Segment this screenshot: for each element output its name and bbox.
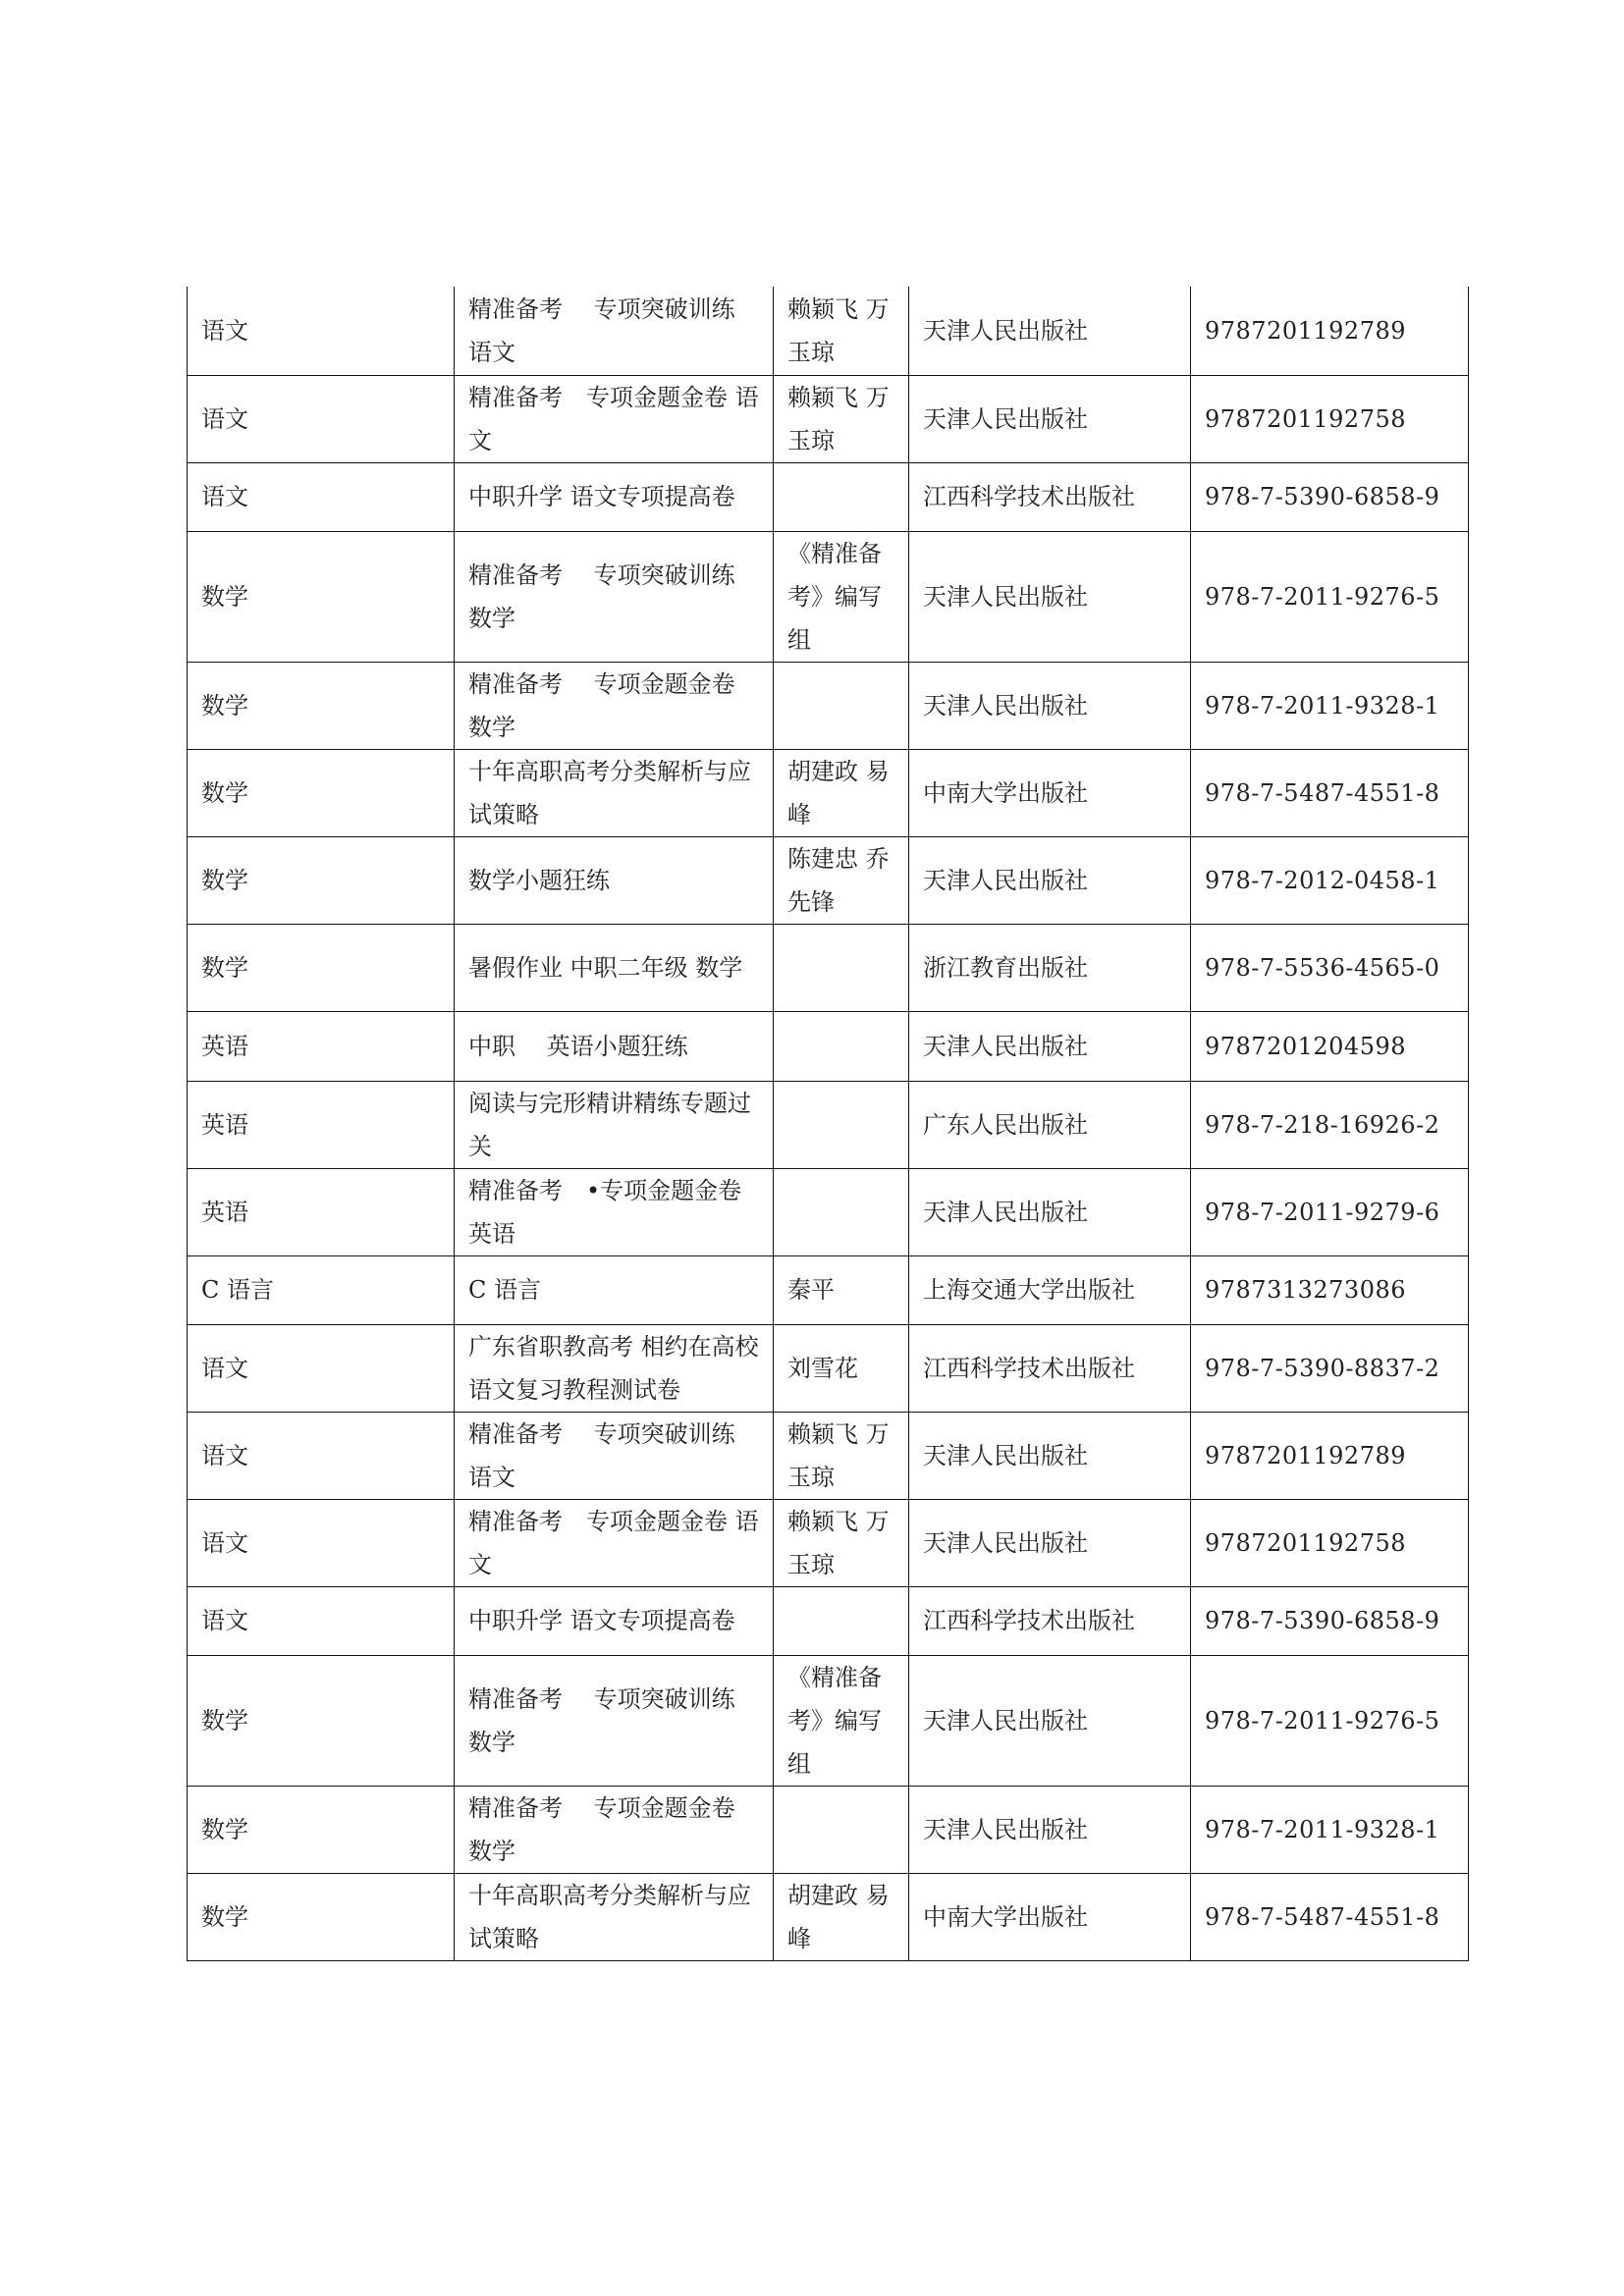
book-title-cell: 精准备考 专项金题金卷 语文 [455, 1499, 774, 1586]
subject-cell: 数学 [188, 1873, 455, 1960]
book-title-cell: 广东省职教高考 相约在高校 语文复习教程测试卷 [455, 1324, 774, 1412]
table-row [188, 375, 1469, 462]
subject-cell: 数学 [188, 749, 455, 836]
author-cell: 赖颖飞 万玉琼 [774, 1499, 909, 1586]
table-row [188, 1168, 1469, 1255]
book-title-cell: 精准备考 专项金题金卷 语文 [455, 375, 774, 462]
table-row [188, 836, 1469, 924]
isbn-cell: 978-7-5487-4551-8 [1191, 1873, 1469, 1960]
book-title-cell: 中职升学 语文专项提高卷 [455, 1586, 774, 1655]
isbn-cell: 9787313273086 [1191, 1255, 1469, 1324]
table-row [188, 1586, 1469, 1655]
publisher-cell: 天津人民出版社 [909, 1011, 1191, 1081]
table-row [188, 287, 1469, 375]
table-row [188, 1011, 1469, 1081]
table-row [188, 1873, 1469, 1960]
publisher-cell: 天津人民出版社 [909, 1499, 1191, 1586]
book-title-cell: 中职升学 语文专项提高卷 [455, 462, 774, 531]
table-body [188, 287, 1469, 1960]
author-cell [774, 1081, 909, 1168]
table-row [188, 1081, 1469, 1168]
book-title-cell: 数学小题狂练 [455, 836, 774, 924]
publisher-cell: 上海交通大学出版社 [909, 1255, 1191, 1324]
book-title-cell: C 语言 [455, 1255, 774, 1324]
isbn-cell: 978-7-2012-0458-1 [1191, 836, 1469, 924]
publisher-cell: 江西科学技术出版社 [909, 1586, 1191, 1655]
table-row [188, 1499, 1469, 1586]
book-title-cell: 暑假作业 中职二年级 数学 [455, 924, 774, 1011]
author-cell: 秦平 [774, 1255, 909, 1324]
subject-cell: 英语 [188, 1168, 455, 1255]
book-title-cell: 精准备考 专项突破训练 数学 [455, 1655, 774, 1786]
publisher-cell: 中南大学出版社 [909, 749, 1191, 836]
isbn-cell: 978-7-5390-6858-9 [1191, 462, 1469, 531]
subject-cell: C 语言 [188, 1255, 455, 1324]
isbn-cell: 9787201204598 [1191, 1011, 1469, 1081]
subject-cell: 语文 [188, 375, 455, 462]
book-title-cell: 精准备考 •专项金题金卷 英语 [455, 1168, 774, 1255]
author-cell: 陈建忠 乔先锋 [774, 836, 909, 924]
table-row [188, 462, 1469, 531]
author-cell: 《精准备考》编写组 [774, 531, 909, 662]
book-title-cell: 精准备考 专项突破训练 语文 [455, 1412, 774, 1499]
author-cell: 刘雪花 [774, 1324, 909, 1412]
book-title-cell: 十年高职高考分类解析与应试策略 [455, 749, 774, 836]
table-row [188, 1412, 1469, 1499]
book-title-cell: 精准备考 专项突破训练 数学 [455, 531, 774, 662]
table-row [188, 1255, 1469, 1324]
isbn-cell: 978-7-2011-9279-6 [1191, 1168, 1469, 1255]
textbook-table [187, 287, 1469, 1961]
publisher-cell: 中南大学出版社 [909, 1873, 1191, 1960]
subject-cell: 数学 [188, 1786, 455, 1873]
book-title-cell: 精准备考 专项金题金卷 数学 [455, 1786, 774, 1873]
author-cell [774, 1586, 909, 1655]
subject-cell: 数学 [188, 836, 455, 924]
publisher-cell: 天津人民出版社 [909, 1786, 1191, 1873]
isbn-cell: 978-7-2011-9328-1 [1191, 662, 1469, 749]
isbn-cell: 978-7-218-16926-2 [1191, 1081, 1469, 1168]
subject-cell: 语文 [188, 462, 455, 531]
author-cell [774, 1011, 909, 1081]
subject-cell: 数学 [188, 1655, 455, 1786]
isbn-cell: 978-7-2011-9276-5 [1191, 531, 1469, 662]
author-cell: 赖颖飞 万玉琼 [774, 375, 909, 462]
publisher-cell: 江西科学技术出版社 [909, 462, 1191, 531]
author-cell [774, 662, 909, 749]
book-title-cell: 精准备考 专项突破训练 语文 [455, 287, 774, 375]
author-cell [774, 1168, 909, 1255]
publisher-cell: 天津人民出版社 [909, 836, 1191, 924]
book-title-cell: 阅读与完形精讲精练专题过关 [455, 1081, 774, 1168]
table-row [188, 662, 1469, 749]
isbn-cell: 978-7-2011-9276-5 [1191, 1655, 1469, 1786]
publisher-cell: 江西科学技术出版社 [909, 1324, 1191, 1412]
subject-cell: 数学 [188, 531, 455, 662]
publisher-cell: 天津人民出版社 [909, 1168, 1191, 1255]
publisher-cell: 天津人民出版社 [909, 1412, 1191, 1499]
publisher-cell: 浙江教育出版社 [909, 924, 1191, 1011]
author-cell [774, 462, 909, 531]
isbn-cell: 978-7-5390-8837-2 [1191, 1324, 1469, 1412]
book-title-cell: 中职 英语小题狂练 [455, 1011, 774, 1081]
table-row [188, 531, 1469, 662]
table-row [188, 924, 1469, 1011]
subject-cell: 语文 [188, 1586, 455, 1655]
table-row [188, 749, 1469, 836]
table-row [188, 1324, 1469, 1412]
book-title-cell: 精准备考 专项金题金卷 数学 [455, 662, 774, 749]
publisher-cell: 天津人民出版社 [909, 287, 1191, 375]
table-row [188, 1655, 1469, 1786]
subject-cell: 数学 [188, 662, 455, 749]
author-cell [774, 1786, 909, 1873]
isbn-cell: 9787201192758 [1191, 375, 1469, 462]
author-cell [774, 924, 909, 1011]
subject-cell: 语文 [188, 1412, 455, 1499]
publisher-cell: 天津人民出版社 [909, 375, 1191, 462]
author-cell: 胡建政 易峰 [774, 1873, 909, 1960]
isbn-cell: 9787201192789 [1191, 1412, 1469, 1499]
publisher-cell: 天津人民出版社 [909, 531, 1191, 662]
author-cell: 胡建政 易峰 [774, 749, 909, 836]
author-cell: 赖颖飞 万玉琼 [774, 287, 909, 375]
subject-cell: 语文 [188, 287, 455, 375]
subject-cell: 英语 [188, 1081, 455, 1168]
isbn-cell: 9787201192789 [1191, 287, 1469, 375]
book-title-cell: 十年高职高考分类解析与应试策略 [455, 1873, 774, 1960]
isbn-cell: 978-7-5390-6858-9 [1191, 1586, 1469, 1655]
table-row [188, 1786, 1469, 1873]
isbn-cell: 9787201192758 [1191, 1499, 1469, 1586]
isbn-cell: 978-7-2011-9328-1 [1191, 1786, 1469, 1873]
subject-cell: 语文 [188, 1324, 455, 1412]
author-cell: 《精准备考》编写组 [774, 1655, 909, 1786]
subject-cell: 英语 [188, 1011, 455, 1081]
publisher-cell: 广东人民出版社 [909, 1081, 1191, 1168]
publisher-cell: 天津人民出版社 [909, 1655, 1191, 1786]
subject-cell: 数学 [188, 924, 455, 1011]
author-cell: 赖颖飞 万玉琼 [774, 1412, 909, 1499]
isbn-cell: 978-7-5536-4565-0 [1191, 924, 1469, 1011]
publisher-cell: 天津人民出版社 [909, 662, 1191, 749]
subject-cell: 语文 [188, 1499, 455, 1586]
isbn-cell: 978-7-5487-4551-8 [1191, 749, 1469, 836]
